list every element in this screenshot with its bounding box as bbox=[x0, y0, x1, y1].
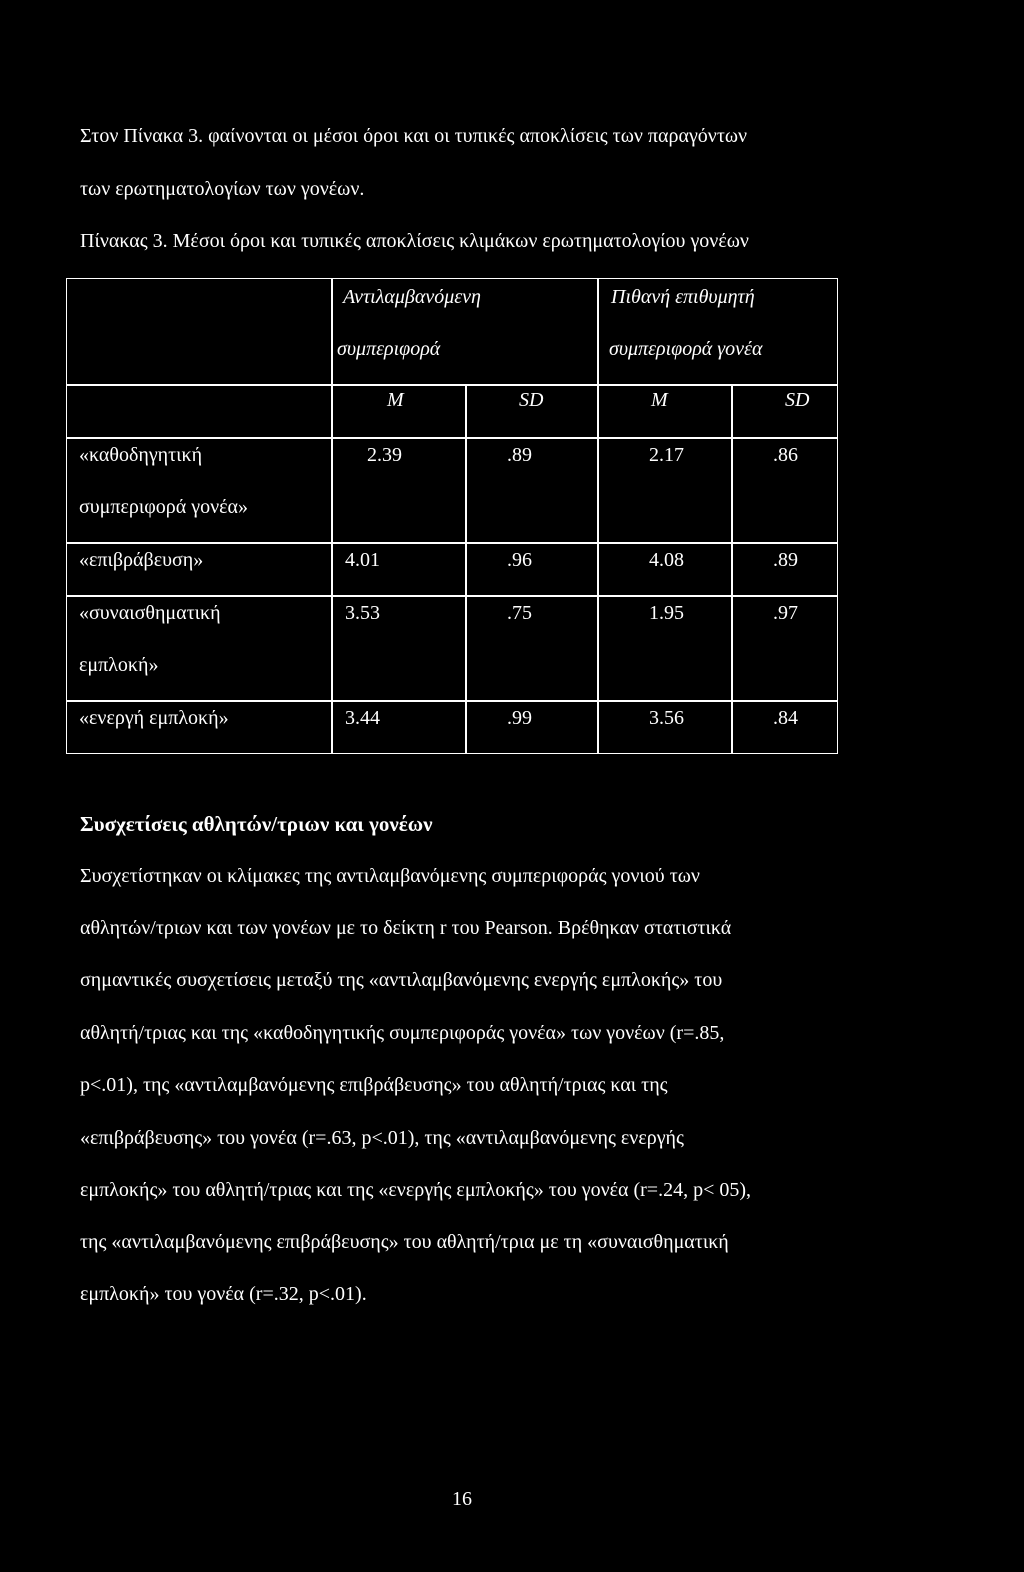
table-divider bbox=[331, 279, 333, 754]
row-label: «συναισθηματική bbox=[79, 602, 221, 624]
col-header-m2: M bbox=[651, 389, 668, 411]
cell-sd1: .75 bbox=[507, 602, 532, 624]
cell-sd2: .89 bbox=[773, 549, 798, 571]
page-number: 16 bbox=[452, 1488, 472, 1510]
cell-m1: 3.53 bbox=[345, 602, 380, 624]
table-rule bbox=[67, 595, 837, 597]
col-header-m1: M bbox=[387, 389, 404, 411]
col-header-sd1: SD bbox=[519, 389, 544, 411]
cell-m2: 3.56 bbox=[649, 707, 684, 729]
body-line: σημαντικές συσχετίσεις μεταξύ της «αντιλαμβανόμενης ενεργής εμπλοκής» του bbox=[80, 969, 723, 991]
intro-line-2: των ερωτηματολογίων των γονέων. bbox=[80, 178, 365, 200]
body-line: εμπλοκή» του γονέα (r=.32, p<.01). bbox=[80, 1283, 367, 1305]
cell-sd1: .96 bbox=[507, 549, 532, 571]
group2-header-line2: συμπεριφορά γονέα bbox=[609, 338, 763, 360]
table-divider bbox=[597, 279, 599, 754]
cell-sd2: .84 bbox=[773, 707, 798, 729]
table-rule bbox=[67, 700, 837, 702]
cell-m2: 2.17 bbox=[649, 444, 684, 466]
cell-sd1: .89 bbox=[507, 444, 532, 466]
row-label: «επιβράβευση» bbox=[79, 549, 204, 571]
table-caption: Πίνακας 3. Μέσοι όροι και τυπικές αποκλίσεις κλιμάκων ερωτηματολογίου γονέων bbox=[80, 230, 749, 252]
body-line: αθλητή/τριας και της «καθοδηγητικής συμπεριφοράς γονέα» των γονέων (r=.85, bbox=[80, 1022, 725, 1044]
col-header-sd2: SD bbox=[785, 389, 810, 411]
body-line: Συσχετίστηκαν οι κλίμακες της αντιλαμβανόμενης συμπεριφοράς γονιού των bbox=[80, 865, 700, 887]
table-rule bbox=[67, 384, 837, 386]
cell-m2: 1.95 bbox=[649, 602, 684, 624]
cell-sd1: .99 bbox=[507, 707, 532, 729]
group2-header-line1: Πιθανή επιθυμητή bbox=[611, 286, 755, 308]
body-line: της «αντιλαμβανόμενης επιβράβευσης» του αθλητή/τρια με τη «συναισθηματική bbox=[80, 1231, 729, 1253]
table-divider bbox=[731, 385, 733, 754]
cell-m1: 2.39 bbox=[367, 444, 402, 466]
table-rule bbox=[67, 542, 837, 544]
cell-m1: 4.01 bbox=[345, 549, 380, 571]
body-line: «επιβράβευσης» του γονέα (r=.63, p<.01), της «αντιλαμβανόμενης ενεργής bbox=[80, 1127, 684, 1149]
body-line: αθλητών/τριων και των γονέων με το δείκτη r του Pearson. Βρέθηκαν στατιστικά bbox=[80, 917, 732, 939]
intro-line-1: Στον Πίνακα 3. φαίνονται οι μέσοι όροι και οι τυπικές αποκλίσεις των παραγόντων bbox=[80, 125, 748, 147]
row-label-cont: εμπλοκή» bbox=[79, 654, 159, 676]
body-line: εμπλοκής» του αθλητή/τριας και της «ενεργής εμπλοκής» του γονέα (r=.24, p< 05), bbox=[80, 1179, 752, 1201]
group1-header-line2: συμπεριφορά bbox=[337, 338, 441, 360]
body-line: p<.01), της «αντιλαμβανόμενης επιβράβευσης» του αθλητή/τριας και της bbox=[80, 1074, 668, 1096]
table-rule bbox=[67, 437, 837, 439]
row-label: «ενεργή εμπλοκή» bbox=[79, 707, 229, 729]
row-label-cont: συμπεριφορά γονέα» bbox=[79, 496, 249, 518]
cell-sd2: .97 bbox=[773, 602, 798, 624]
means-table bbox=[66, 278, 838, 754]
row-label: «καθοδηγητική bbox=[79, 444, 203, 466]
table-divider bbox=[465, 385, 467, 754]
cell-sd2: .86 bbox=[773, 444, 798, 466]
section-heading: Συσχετίσεις αθλητών/τριων και γονέων bbox=[80, 812, 433, 836]
cell-m1: 3.44 bbox=[345, 707, 380, 729]
group1-header-line1: Αντιλαμβανόμενη bbox=[343, 286, 481, 308]
cell-m2: 4.08 bbox=[649, 549, 684, 571]
